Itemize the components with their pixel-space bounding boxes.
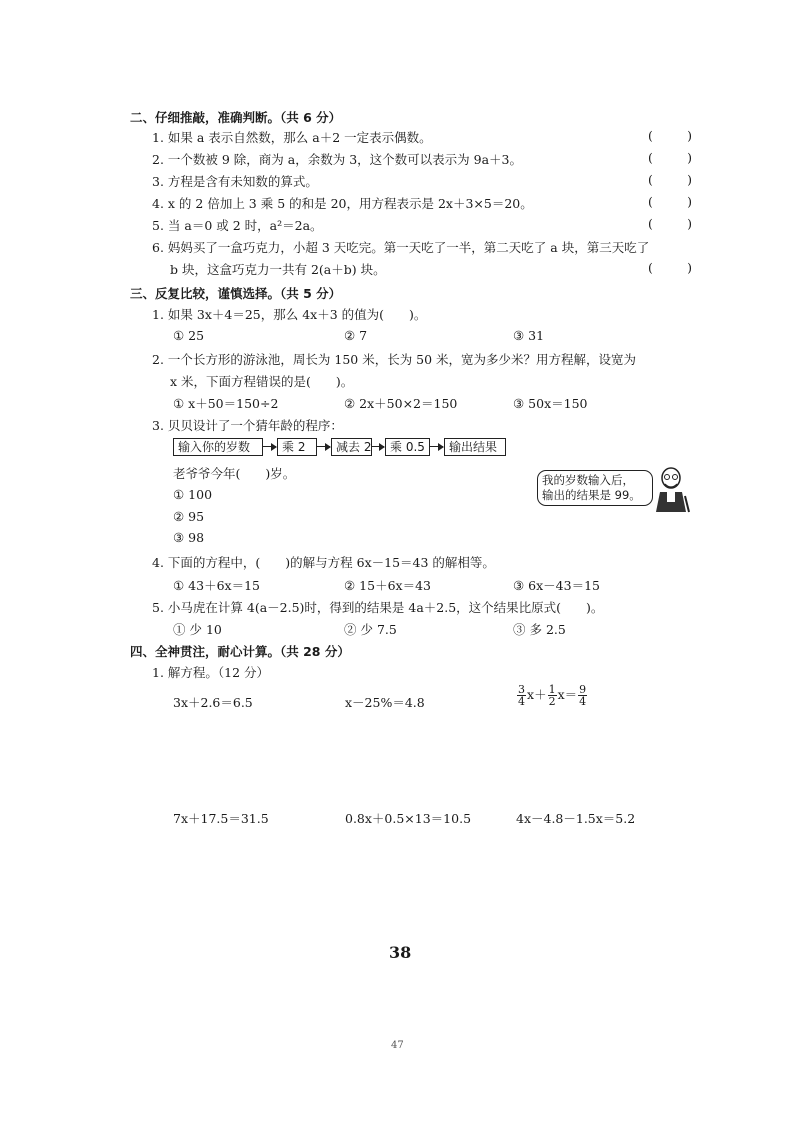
equation-2: x－25%＝4.8	[345, 695, 425, 710]
s2-item-5: 5. 当 a＝0 或 2 时，a²＝2a。	[152, 218, 323, 233]
answer-blank-1[interactable]: ( )	[648, 128, 692, 143]
s2-item-3: 3. 方程是含有未知数的算式。	[152, 174, 318, 189]
speech-bubble: 我的岁数输入后， 输出的结果是 99。	[537, 470, 653, 506]
answer-blank-5[interactable]: ( )	[648, 216, 692, 231]
s3-q5-option-3[interactable]: ③ 多 2.5	[513, 622, 566, 637]
s3-q2: 2. 一个长方形的游泳池，周长为 150 米，长为 50 米，宽为多少米？用方程解，设宽为	[152, 352, 637, 367]
s3-q1-option-1[interactable]: ① 25	[173, 328, 205, 343]
s3-q1-option-3[interactable]: ③ 31	[513, 328, 545, 343]
equation-4: 7x＋17.5＝31.5	[173, 811, 269, 826]
equation-3: $\frac{3}{4}$ x＋ $\frac{1}{2}$ x＝ $\frac{9}{4}$	[518, 683, 587, 708]
sheet-number: 47	[391, 1040, 404, 1051]
flow-arrow-icon	[430, 446, 443, 447]
page-number: 38	[389, 943, 412, 962]
flow-step-multiply-2: 乘 2	[277, 438, 317, 456]
s3-q3-blank: 老爷爷今年( )岁。	[173, 466, 296, 481]
flow-arrow-icon	[317, 446, 330, 447]
flow-arrow-icon	[372, 446, 384, 447]
s2-item-4: 4. x 的 2 倍加上 3 乘 5 的和是 20，用方程表示是 2x＋3×5＝20。	[152, 196, 533, 211]
s3-q3: 3. 贝贝设计了一个猜年龄的程序：	[152, 418, 343, 433]
s3-q4-option-3[interactable]: ③ 6x－43＝15	[513, 578, 600, 593]
s3-q5: 5. 小马虎在计算 4(a－2.5)时，得到的结果是 4a＋2.5，这个结果比原式( )。	[152, 600, 604, 615]
s2-item-1: 1. 如果 a 表示自然数，那么 a＋2 一定表示偶数。	[152, 130, 432, 145]
s3-q2-option-2[interactable]: ② 2x＋50×2＝150	[344, 396, 458, 411]
answer-blank-4[interactable]: ( )	[648, 194, 692, 209]
answer-blank-2[interactable]: ( )	[648, 150, 692, 165]
equation-6: 4x－4.8－1.5x＝5.2	[516, 811, 636, 826]
section-3-title: 三、反复比较，谨慎选择。（共 5 分）	[130, 286, 342, 301]
answer-blank-6[interactable]: ( )	[648, 260, 692, 275]
fraction: $\frac{1}{2}$	[548, 683, 556, 708]
equation-5: 0.8x＋0.5×13＝10.5	[345, 811, 472, 826]
flow-step-multiply-half: 乘 0.5	[385, 438, 430, 456]
flow-arrow-icon	[263, 446, 276, 447]
s3-q2-cont: x 米，下面方程错误的是( )。	[170, 374, 354, 389]
s3-q2-option-3[interactable]: ③ 50x＝150	[513, 396, 588, 411]
s2-item-2: 2. 一个数被 9 除，商为 a，余数为 3，这个数可以表示为 9a＋3。	[152, 152, 522, 167]
old-man-icon	[655, 466, 691, 514]
s2-item-6-cont: b 块，这盒巧克力一共有 2(a＋b) 块。	[170, 262, 386, 277]
fraction: $\frac{3}{4}$	[518, 683, 525, 708]
s3-q1-option-2[interactable]: ② 7	[344, 328, 368, 343]
s3-q4-option-2[interactable]: ② 15＋6x＝43	[344, 578, 431, 593]
s3-q5-option-2[interactable]: ② 少 7.5	[344, 622, 397, 637]
s4-q1-title: 1. 解方程。（12 分）	[152, 665, 270, 680]
s3-q1: 1. 如果 3x＋4＝25，那么 4x＋3 的值为( )。	[152, 307, 427, 322]
fraction: $\frac{9}{4}$	[579, 683, 587, 708]
flow-step-input: 输入你的岁数	[173, 438, 263, 456]
s3-q4: 4. 下面的方程中，( )的解与方程 6x－15＝43 的解相等。	[152, 555, 495, 570]
section-4-title: 四、全神贯注，耐心计算。（共 28 分）	[130, 644, 350, 659]
s3-q3-option-2[interactable]: ② 95	[173, 509, 205, 524]
s3-q3-option-3[interactable]: ③ 98	[173, 530, 205, 545]
s3-q3-option-1[interactable]: ① 100	[173, 487, 213, 502]
s3-q2-option-1[interactable]: ① x＋50＝150÷2	[173, 396, 279, 411]
s2-item-6: 6. 妈妈买了一盒巧克力，小超 3 天吃完。第一天吃了一半，第二天吃了 a 块，第三天吃了	[152, 240, 650, 255]
section-2-title: 二、仔细推敲，准确判断。（共 6 分）	[130, 110, 342, 125]
s3-q4-option-1[interactable]: ① 43＋6x＝15	[173, 578, 260, 593]
equation-1: 3x＋2.6＝6.5	[173, 695, 253, 710]
flow-step-subtract-2: 减去 2	[331, 438, 372, 456]
s3-q5-option-1[interactable]: ① 少 10	[173, 622, 222, 637]
flow-step-output: 输出结果	[444, 438, 506, 456]
answer-blank-3[interactable]: ( )	[648, 172, 692, 187]
